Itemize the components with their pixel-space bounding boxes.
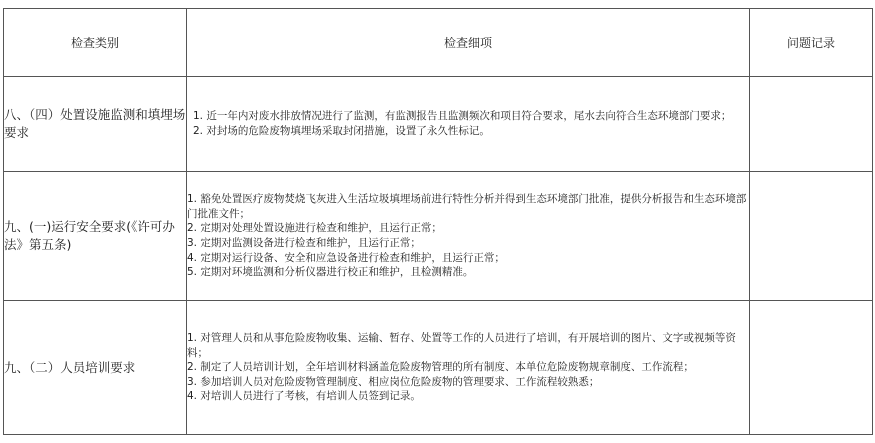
- category-cell: 八、（四）处置设施监测和填埋场要求: [4, 77, 187, 172]
- detail-item: 2. 对封场的危险废物填埋场采取封闭措施，设置了永久性标记。: [193, 125, 490, 137]
- record-cell[interactable]: [750, 172, 873, 301]
- record-cell[interactable]: [750, 77, 873, 172]
- detail-item: 2. 制定了人员培训计划，全年培训材料涵盖危险废物管理的所有制度、本单位危险废物规章制度、工作流程；: [187, 361, 694, 374]
- detail-cell: [187, 77, 750, 172]
- table-row: [4, 172, 873, 301]
- detail-cell: [187, 172, 750, 301]
- header-detail: 检查细项: [187, 9, 750, 77]
- detail-item: 5. 定期对环境监测和分析仪器进行校正和维护，且检测精准。: [187, 266, 474, 279]
- category-cell: 九、(一)运行安全要求(《许可办法》第五条): [4, 172, 187, 301]
- detail-item: 3. 定期对监测设备进行检查和维护，且运行正常；: [187, 237, 421, 249]
- table-row: [4, 301, 873, 435]
- detail-item: 1. 近一年内对废水排放情况进行了监测，有监测报告且监测频次和项目符合要求，尾水去向符合生态环境部门要求；: [193, 110, 732, 123]
- record-cell[interactable]: [750, 301, 873, 435]
- detail-item: 1. 对管理人员和从事危险废物收集、运输、暂存、处置等工作的人员进行了培训，有开展培训的图片、文字或视频等资料；: [187, 332, 736, 359]
- table-row: [4, 77, 873, 172]
- category-cell: 九、（二）人员培训要求: [4, 301, 187, 435]
- detail-item: 1. 豁免处置医疗废物焚烧飞灰进入生活垃圾填埋场前进行特性分析并得到生态环境部门批准，提供分析报告和生态环境部门批准文件；: [187, 193, 747, 220]
- detail-item: 4. 对培训人员进行了考核，有培训人员签到记录。: [187, 390, 421, 403]
- detail-item: 3. 参加培训人员对危险废物管理制度、相应岗位危险废物的管理要求、工作流程较熟悉；: [187, 375, 600, 388]
- header-record: 问题记录: [750, 9, 873, 77]
- detail-item: 2. 定期对处理处置设施进行检查和维护，且运行正常；: [187, 222, 442, 235]
- header-category: 检查类别: [4, 9, 187, 77]
- table-header-row: [4, 9, 873, 77]
- inspection-table: [3, 8, 873, 435]
- detail-item: 4. 定期对运行设备、安全和应急设备进行检查和维护，且运行正常；: [187, 251, 505, 264]
- detail-cell: [187, 301, 750, 435]
